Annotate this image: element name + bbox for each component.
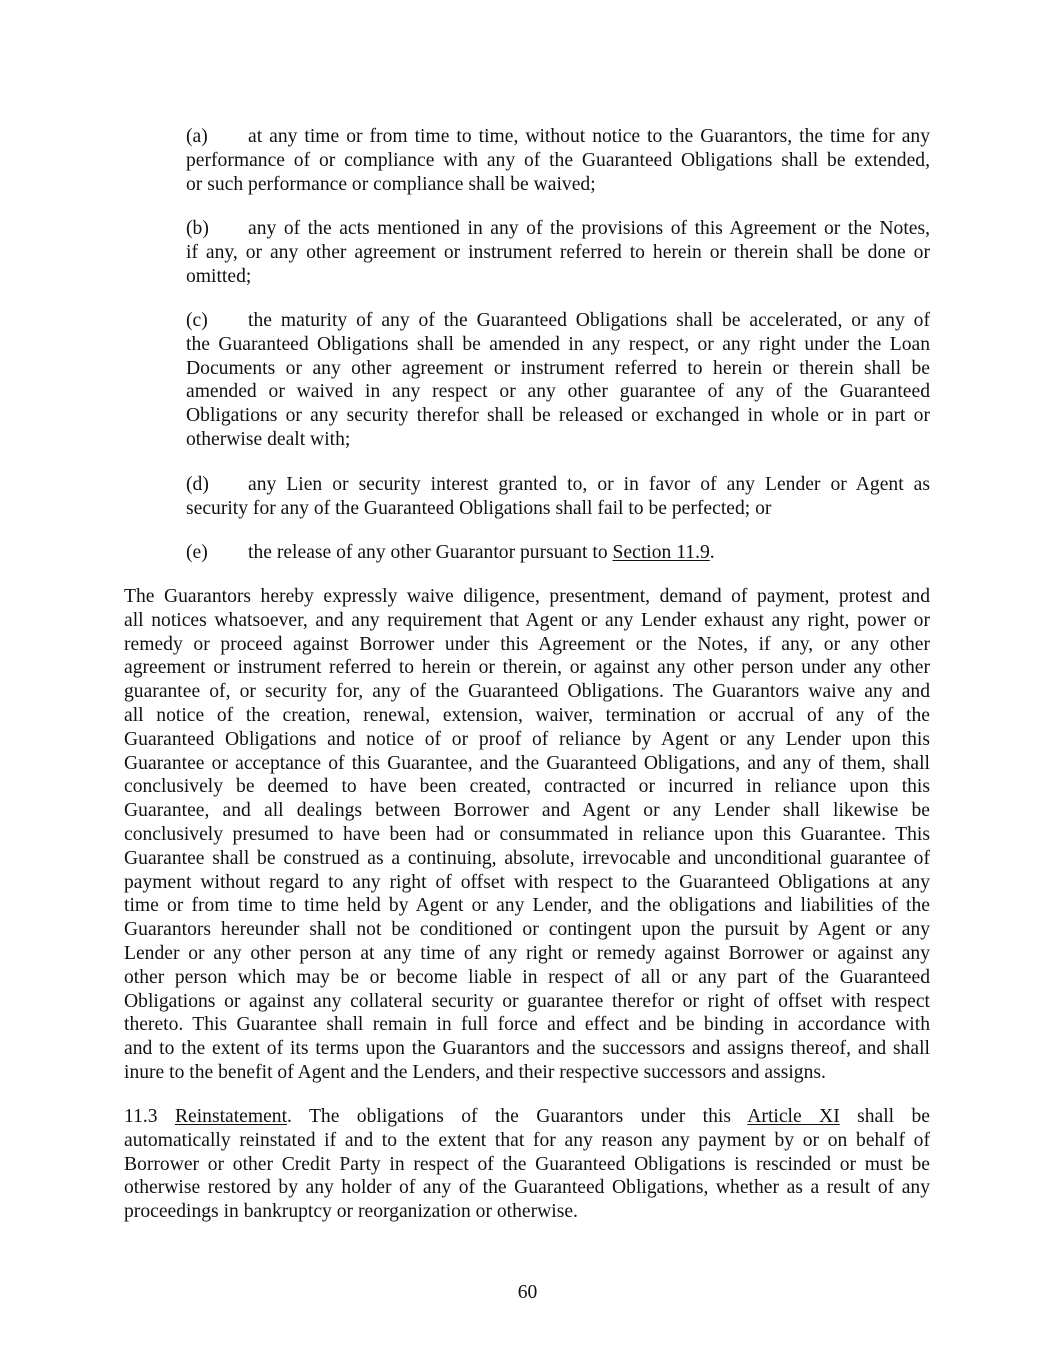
line-text: security for any of the Guaranteed Obligations shall fail to be perfected; or: [186, 497, 772, 519]
text-line: [186, 149, 930, 173]
line-text: conclusively presumed to have been had or consummated in reliance upon this Guarantee. This: [124, 823, 930, 845]
text-line: [124, 1061, 930, 1085]
text-line: [124, 585, 930, 609]
text-line: [124, 894, 930, 918]
line-text: performance of or compliance with any of the Guaranteed Obligations shall be extended,: [186, 149, 930, 171]
text-line: [186, 404, 930, 428]
text-line: [186, 428, 930, 452]
text-line: [124, 1176, 930, 1200]
text-line: [124, 1153, 930, 1177]
line-text: .: [709, 542, 715, 563]
text-line: [124, 656, 930, 680]
text-line: [124, 871, 930, 895]
section-11-3-reinstatement: [124, 1105, 930, 1224]
clause-label: (e): [186, 542, 208, 563]
line-text: otherwise restored by any holder of any of the Guaranteed Obligations, whether as a result of any: [124, 1177, 930, 1199]
text-line: [186, 265, 930, 289]
line-text: shall be: [839, 1106, 930, 1127]
line-text: the maturity of any of the Guaranteed Obligations shall be accelerated, or any of: [248, 310, 930, 331]
line-text: other person which may be or become liable in respect of all or any part of the Guaranteed: [124, 966, 930, 988]
clause-label: (b): [186, 218, 209, 239]
text-line: [186, 497, 930, 521]
text-line: [124, 823, 930, 847]
waiver-paragraph: [124, 585, 930, 1085]
clause-label: (c): [186, 310, 208, 331]
line-text: inure to the benefit of Agent and the Lenders, and their respective successors and assigns.: [124, 1061, 826, 1083]
line-text: Documents or any other agreement or instrument referred to herein or therein shall be: [186, 357, 930, 379]
text-line: [124, 847, 930, 871]
line-text: the release of any other Guarantor pursuant to: [248, 542, 613, 563]
text-line: [124, 752, 930, 776]
text-line: [124, 1129, 930, 1153]
line-text: Obligations or any security therefor shall be released or exchanged in whole or in part or: [186, 405, 930, 427]
text-line: [124, 680, 930, 704]
text-line: [186, 380, 930, 404]
line-text: and to the extent of its terms upon the Guarantors and the successors and assigns thereof, and shall: [124, 1038, 930, 1060]
line-text: Obligations or against any collateral security or guarantee therefor or right of offset with respect: [124, 990, 930, 1012]
cross-reference-link[interactable]: Reinstatement: [174, 1106, 288, 1127]
text-line: [124, 728, 930, 752]
text-line: [124, 918, 930, 942]
text-line: [124, 1013, 930, 1037]
line-text: if any, or any other agreement or instrument referred to herein or therein shall be done or: [186, 241, 930, 263]
text-line: [124, 942, 930, 966]
line-text: guarantee of, or security for, any of the Guaranteed Obligations. The Guarantors waive any and: [124, 681, 930, 703]
text-line: [124, 1105, 930, 1129]
text-line: [124, 609, 930, 633]
line-text: Borrower or other Credit Party in respect of the Guaranteed Obligations is rescinded or must be: [124, 1153, 930, 1175]
line-text: The Guarantors hereby expressly waive diligence, presentment, demand of payment, protest and: [124, 586, 930, 607]
cross-reference-link[interactable]: Section 11.9: [612, 542, 710, 563]
line-text: Guarantee, and all dealings between Borrower and Agent or any Lender shall likewise be: [124, 800, 930, 822]
line-text: agreement or instrument referred to herein or therein, or against any other person under any other: [124, 657, 930, 679]
line-text: all notice of the creation, renewal, extension, waiver, termination or accrual of any of the: [124, 704, 930, 726]
text-line: [124, 966, 930, 990]
cross-reference-link[interactable]: Article XI: [747, 1106, 840, 1127]
line-text: proceedings in bankruptcy or reorganization or otherwise.: [124, 1201, 578, 1223]
line-text: any Lien or security interest granted to, or in favor of any Lender or Agent as: [248, 474, 930, 495]
clause-a: [186, 125, 930, 196]
line-text: the Guaranteed Obligations shall be amended in any respect, or any right under the Loan: [186, 333, 930, 355]
text-line: [124, 990, 930, 1014]
text-line: [124, 704, 930, 728]
line-text: 11.3: [124, 1106, 175, 1127]
line-text: payment without regard to any right of offset with respect to the Guaranteed Obligations at any: [124, 871, 930, 893]
clause-d: [186, 473, 930, 521]
text-line: [186, 309, 930, 333]
line-text: all notices whatsoever, and any requirement that Agent or any Lender exhaust any right, power or: [124, 609, 930, 631]
clause-label: (d): [186, 474, 209, 495]
line-text: any of the acts mentioned in any of the provisions of this Agreement or the Notes,: [248, 218, 930, 239]
line-text: time or from time to time held by Agent or any Lender, and the obligations and liabilities of the: [124, 895, 930, 917]
clause-b: [186, 217, 930, 288]
line-text: otherwise dealt with;: [186, 428, 351, 450]
line-text: at any time or from time to time, without notice to the Guarantors, the time for any: [248, 126, 930, 147]
line-text: remedy or proceed against Borrower under this Agreement or the Notes, if any, or any other: [124, 633, 930, 655]
line-text: or such performance or compliance shall be waived;: [186, 173, 596, 195]
text-line: [124, 799, 930, 823]
line-text: . The obligations of the Guarantors under this: [287, 1106, 748, 1127]
line-text: omitted;: [186, 265, 252, 287]
text-line: [124, 775, 930, 799]
text-line: [186, 173, 930, 197]
line-text: Lender or any other person at any time of any right or remedy against Borrower or against any: [124, 942, 930, 964]
text-line: [124, 633, 930, 657]
line-text: conclusively be deemed to have been created, contracted or incurred in reliance upon this: [124, 776, 930, 798]
text-line: [186, 125, 930, 149]
text-line: [186, 473, 930, 497]
text-line: [186, 217, 930, 241]
line-text: automatically reinstated if and to the extent that for any reason any payment by or on behalf of: [124, 1129, 930, 1151]
text-line: [124, 1200, 930, 1224]
text-line: [186, 241, 930, 265]
line-text: Guaranteed Obligations and notice of or proof of reliance by Agent or any Lender upon this: [124, 728, 930, 750]
line-text: thereto. This Guarantee shall remain in full force and effect and be binding in accordance with: [124, 1014, 930, 1036]
text-line: [186, 333, 930, 357]
line-text: amended or waived in any respect or any other guarantee of any of the Guaranteed: [186, 381, 930, 403]
text-line: [186, 357, 930, 381]
line-text: Guarantors hereunder shall not be conditioned or contingent upon the pursuit by Agent or any: [124, 919, 930, 941]
text-line: [124, 1037, 930, 1061]
line-text: Guarantee shall be construed as a continuing, absolute, irrevocable and unconditional guarantee of: [124, 847, 930, 869]
clause-c: [186, 309, 930, 452]
line-text: Guarantee or acceptance of this Guarantee, and the Guaranteed Obligations, and any of them, shall: [124, 752, 930, 774]
clause-e: [186, 541, 930, 565]
clause-label: (a): [186, 126, 208, 147]
page-number: 60: [517, 1282, 538, 1303]
text-line: [186, 541, 930, 565]
